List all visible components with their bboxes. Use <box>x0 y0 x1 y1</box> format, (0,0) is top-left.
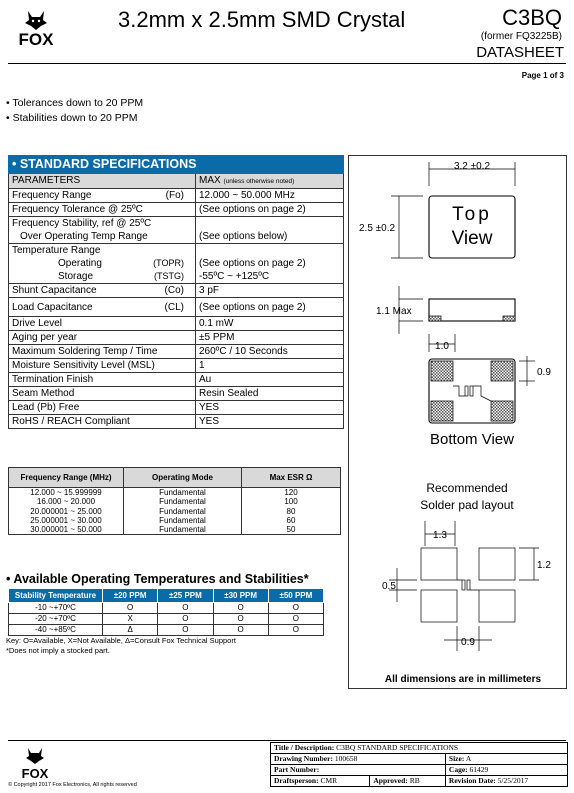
stab-header: ±25 PPM <box>158 589 213 603</box>
feature-list <box>6 96 143 126</box>
esr-header: Frequency Range (MHz) <box>9 468 124 488</box>
esr-header: Max ESR Ω <box>242 468 341 488</box>
dim-rec-gap: 0.5 <box>382 581 396 592</box>
stab-header: Stability Temperature <box>9 589 103 603</box>
dim-rec-width: 1.3 <box>433 530 447 541</box>
logo-text: FOX <box>21 766 49 780</box>
dim-height: 2.5 ±0.2 <box>359 223 396 234</box>
logo-text: FOX <box>18 30 54 48</box>
spec-row: Shunt Capacitance (Co) 3 pF <box>9 284 344 298</box>
dim-pad-width: 1.0 <box>435 341 449 352</box>
table-row: -20 ~+70ºC X O O O <box>9 614 324 625</box>
page-number: Page 1 of 3 <box>521 71 564 80</box>
feature-item: • Stabilities down to 20 PPM <box>6 112 138 124</box>
spec-row: RoHS / REACH Compliant YES <box>9 415 344 429</box>
drawing-panel <box>348 155 567 689</box>
fox-logo <box>12 746 58 780</box>
table-row: -10 ~+70ºC O O O O <box>9 603 324 614</box>
part-number: C3BQ <box>502 5 562 30</box>
spec-row: Lead (Pb) Free YES <box>9 401 344 415</box>
spec-row: Seam Method Resin Sealed <box>9 387 344 401</box>
dim-rec-height: 1.2 <box>537 560 551 571</box>
stock-note: *Does not imply a stocked part. <box>6 645 110 655</box>
spec-row: Frequency Stability, ref @ 25ºC Over Operating Temp Range (See options below) <box>9 217 344 244</box>
title-block: Title / Description: C3BQ STANDARD SPECIFICATIONS Drawing Number: 100658 Size: A Part Number: Cage: 61429 Draftsperson: CMR Approved: RB Revision Date: 5/25/2017 <box>270 742 568 787</box>
spec-row: Load Capacitance (CL) (See options on page 2) <box>9 298 344 317</box>
spec-table <box>8 155 344 429</box>
dim-thickness: 1.1 Max <box>376 306 412 317</box>
table-row: 25.000001 ~ 30.000 Fundamental 60 <box>9 516 341 525</box>
table-row: -40 ~+85ºC Δ O O O <box>9 625 324 636</box>
spec-row: Frequency Range (Fo) 12.000 ~ 50.000 MHz <box>9 189 344 203</box>
fox-logo <box>6 8 66 48</box>
spec-row: Aging per year ±5 PPM <box>9 331 344 345</box>
spec-row: Frequency Tolerance @ 25ºC (See options on page 2) <box>9 203 344 217</box>
top-view-text: Top <box>452 204 492 225</box>
spec-row: Moisture Sensitivity Level (MSL) 1 <box>9 359 344 373</box>
spec-title: • STANDARD SPECIFICATIONS <box>9 156 344 174</box>
dim-width: 3.2 ±0.2 <box>453 161 491 172</box>
param-header: PARAMETERS <box>9 174 196 189</box>
page-title: 3.2mm x 2.5mm SMD Crystal <box>118 7 406 32</box>
spec-row: Temperature Range Operating (TOPR) Storage (TSTG) (See options on page 2) -55ºC ~ +125ºC <box>9 244 344 284</box>
spec-row: Termination Finish Au <box>9 373 344 387</box>
spec-row: Maximum Soldering Temp / Time 260ºC / 10 Seconds <box>9 345 344 359</box>
max-header: MAX (unless otherwise noted) <box>196 174 344 189</box>
spec-row: Drive Level 0.1 mW <box>9 317 344 331</box>
stab-header: ±50 PPM <box>268 589 323 603</box>
bottom-view-label: Bottom View <box>430 431 514 448</box>
stab-header: ±30 PPM <box>213 589 268 603</box>
feature-item: • Tolerances down to 20 PPM <box>6 97 144 109</box>
copyright: © Copyright 2017 Fox Electronics, All rights reserved <box>8 782 137 788</box>
table-row: 16.000 ~ 20.000 Fundamental 100 <box>9 497 341 506</box>
avail-title: • Available Operating Temperatures and Stabilities* <box>6 572 309 586</box>
dimension-drawing <box>349 156 568 690</box>
header-divider <box>8 63 566 64</box>
footer-divider <box>8 740 566 741</box>
table-row: 30.000001 ~ 50.000 Fundamental 50 <box>9 525 341 535</box>
dim-rec-bottom: 0.9 <box>461 637 475 648</box>
key-text: Key: O=Available, X=Not Available, Δ=Consult Fox Technical Support <box>6 636 236 645</box>
esr-header: Operating Mode <box>124 468 242 488</box>
dim-pad-height: 0.9 <box>537 367 551 378</box>
esr-table <box>8 467 341 535</box>
former-part: (former FQ3225B) <box>480 31 562 42</box>
stability-table <box>8 588 324 636</box>
units-note: All dimensions are in millimeters <box>384 674 542 685</box>
table-row: 12.000 ~ 15.999999 Fundamental 120 <box>9 488 341 498</box>
top-view-text: View <box>451 228 493 249</box>
stab-header: ±20 PPM <box>103 589 158 603</box>
recommended-label: Solder pad layout <box>420 498 514 512</box>
table-row: 20.000001 ~ 25.000 Fundamental 80 <box>9 507 341 516</box>
doc-type: DATASHEET <box>476 44 564 61</box>
recommended-label: Recommended <box>426 481 508 495</box>
legend-key <box>6 636 236 655</box>
